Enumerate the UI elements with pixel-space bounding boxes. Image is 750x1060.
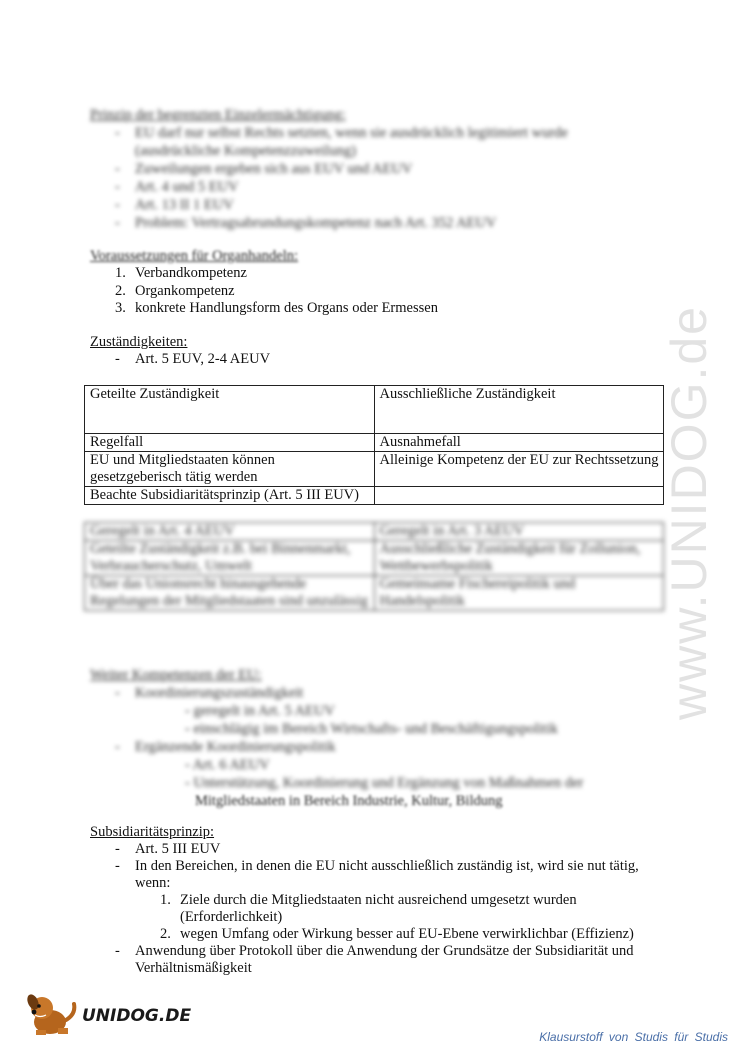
dog-icon xyxy=(22,990,82,1040)
competence-table xyxy=(84,385,664,505)
list-number: 1. xyxy=(115,265,126,281)
table-row xyxy=(85,541,664,576)
bullet-dash: - xyxy=(115,739,120,755)
section5-heading: Subsidiaritätsprinzip: xyxy=(90,824,215,840)
section3-heading: Zuständigkeiten: xyxy=(90,334,188,350)
bullet-dash: - xyxy=(115,858,120,874)
bullet-dash: - xyxy=(115,179,120,195)
blurred-table-section xyxy=(84,522,664,611)
bullet-dash: - xyxy=(115,841,120,857)
footer-tagline: Klausurstoff von Studis für Studis xyxy=(539,1030,728,1044)
table-cell: Geregelt in Art. 4 AEUV xyxy=(85,523,375,541)
table-row xyxy=(85,487,664,505)
list-item: Art. 4 und 5 EUV xyxy=(135,179,239,195)
table-row xyxy=(85,452,664,487)
sub-item: - Unterstützung, Koordinierung und Ergänzung von Maßnahmen der xyxy=(185,775,584,791)
table-cell: Gemeinsame Fischereipolitik und Handelspolitik xyxy=(374,576,664,611)
table-row xyxy=(85,576,664,611)
logo-text: UNIDOG.DE xyxy=(82,1006,192,1026)
sub-item: Ziele durch die Mitgliedstaaten nicht ausreichend umgesetzt wurden xyxy=(180,892,577,908)
table-cell: Über das Unionsrecht hinausgehende Regelungen der Mitgliedstaaten sind unzulässig xyxy=(85,576,375,611)
sub-item: - Art. 6 AEUV xyxy=(185,757,270,773)
list-item: Anwendung über Protokoll über die Anwendung der Grundsätze der Subsidiarität und xyxy=(135,943,634,959)
bullet-dash: - xyxy=(115,197,120,213)
table-cell: Ausnahmefall xyxy=(374,434,664,452)
list-item: In den Bereichen, in denen die EU nicht ausschließlich zuständig ist, wird sie nut tätig, xyxy=(135,858,639,874)
list-item: EU darf nur selbst Rechts setzten, wenn sie ausdrücklich legitimiert wurde xyxy=(135,125,568,141)
list-number: 3. xyxy=(115,300,126,316)
list-item: Art. 13 II 1 EUV xyxy=(135,197,234,213)
table-cell xyxy=(374,487,664,505)
bullet-dash: - xyxy=(115,351,120,367)
list-item: Art. 5 III EUV xyxy=(135,841,221,857)
list-item: Zuweilungen ergeben sich aus EUV und AEUV xyxy=(135,161,413,177)
table-cell: Geregelt in Art. 3 AEUV xyxy=(374,523,664,541)
bullet-dash: - xyxy=(115,161,120,177)
list-item: Verbandkompetenz xyxy=(135,265,247,281)
list-item: (ausdrückliche Kompetenzzuweilung) xyxy=(135,143,357,159)
section1-heading: Prinzip der begrenzten Einzelermächtigung: xyxy=(90,107,346,123)
bullet-dash: - xyxy=(115,685,120,701)
list-item: Koordinierungszuständigkeit xyxy=(135,685,304,701)
table-row xyxy=(85,386,664,434)
unidog-logo[interactable] xyxy=(22,990,192,1040)
sub-item-continuation: (Erforderlichkeit) xyxy=(180,909,283,925)
list-item: Organkompetenz xyxy=(135,283,235,299)
sub-item: - einschlägig im Bereich Wirtschafts- und Beschäftigungspolitik xyxy=(185,721,558,737)
table-cell: Regelfall xyxy=(85,434,375,452)
table-cell: Alleinige Kompetenz der EU zur Rechtssetzung xyxy=(374,452,664,487)
bullet-dash: - xyxy=(115,215,120,231)
bullet-dash: - xyxy=(115,943,120,959)
bullet-dash: - xyxy=(115,125,120,141)
list-item: Problem: Vertragsabrundungskompetenz nach Art. 352 AEUV xyxy=(135,215,497,231)
table-cell: Geteilte Zuständigkeit xyxy=(85,386,375,434)
table-cell: Beachte Subsidiaritätsprinzip (Art. 5 III EUV) xyxy=(85,487,375,505)
list-item-continuation: wenn: xyxy=(135,875,171,891)
section2-heading: Voraussetzungen für Organhandeln: xyxy=(90,248,299,264)
list-item: Ergänzende Koordinierungspolitik xyxy=(135,739,336,755)
list-number: 2. xyxy=(160,926,171,942)
sub-item: Mitgliedstaaten in Bereich Industrie, Kultur, Bildung xyxy=(195,793,503,809)
list-number: 2. xyxy=(115,283,126,299)
list-item: konkrete Handlungsform des Organs oder Ermessen xyxy=(135,300,438,316)
table-cell: Ausschließliche Zuständigkeit xyxy=(374,386,664,434)
sub-item: wegen Umfang oder Wirkung besser auf EU-Ebene verwirklichbar (Effizienz) xyxy=(180,926,634,942)
list-item-continuation: Verhältnismäßigkeit xyxy=(135,960,252,976)
section4-heading: Weiter Kompetenzen der EU: xyxy=(90,667,262,683)
list-number: 1. xyxy=(160,892,171,908)
list-item: Art. 5 EUV, 2-4 AEUV xyxy=(135,351,271,367)
table-cell: Ausschließliche Zuständigkeit für Zollunion, Wettbewerbspolitik xyxy=(374,541,664,576)
table-cell: EU und Mitgliedstaaten können gesetzgeberisch tätig werden xyxy=(85,452,375,487)
sub-item: - geregelt in Art. 5 AEUV xyxy=(185,703,335,719)
watermark: www.UNIDOG.de xyxy=(661,305,717,720)
table-cell: Geteilte Zuständigkeit z.B. bei Binnenmarkt, Verbraucherschutz, Umwelt xyxy=(85,541,375,576)
table-row xyxy=(85,434,664,452)
table-row xyxy=(85,523,664,541)
